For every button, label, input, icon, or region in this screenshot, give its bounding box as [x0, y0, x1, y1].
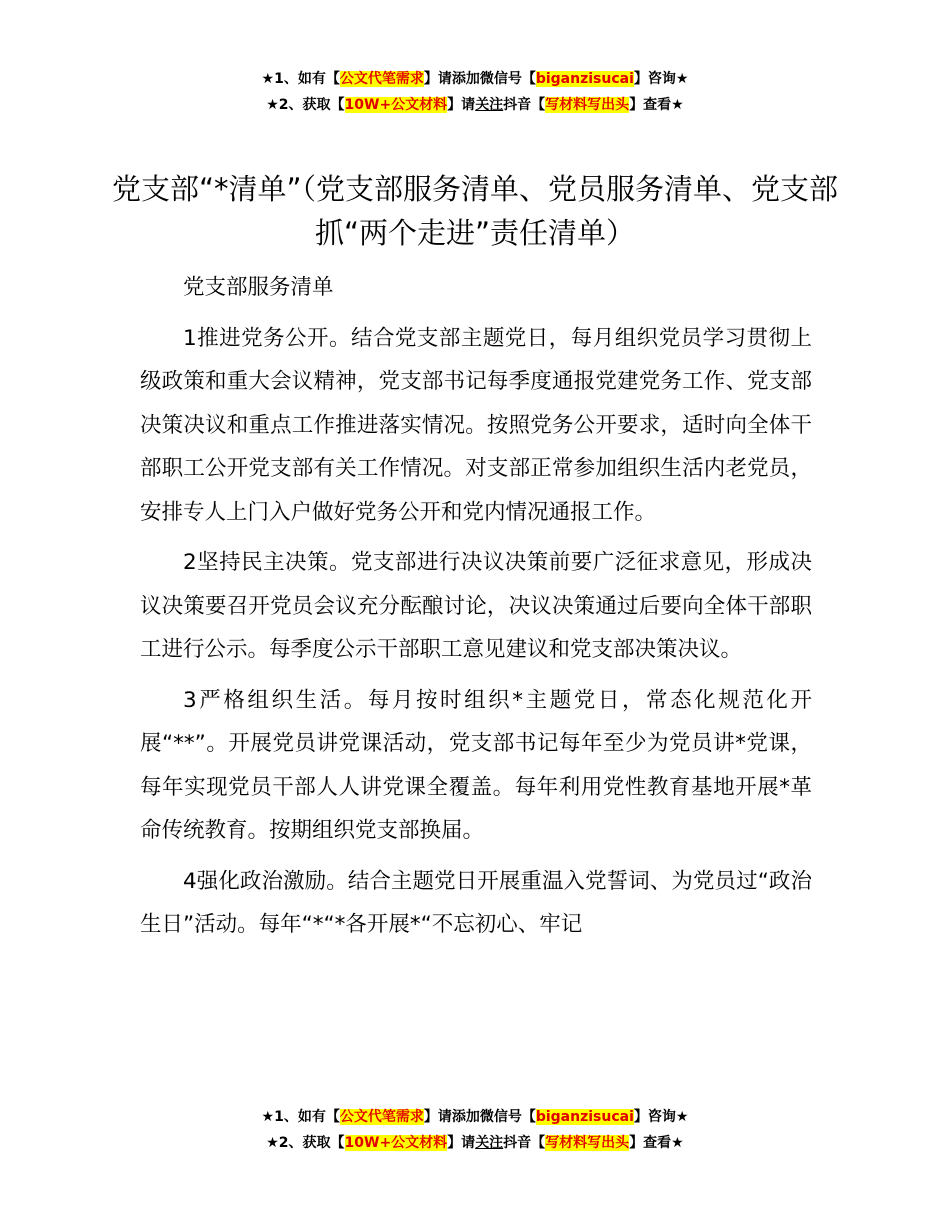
footer-banner [0, 1104, 950, 1156]
banner-line-1: ★1、如有【公文代笔需求】请添加微信号【biganzisucai】咨询★ [261, 1109, 689, 1125]
banner-line-2: ★2、获取【10W+公文材料】请关注抖音【写材料写出头】查看★ [266, 1135, 684, 1151]
section-heading: 党支部服务清单 [183, 275, 334, 300]
paragraph-4: 4强化政治激励。结合主题党日开展重温入党誓词、为党员过“政治生日”活动。每年“*“*各开展*“不忘初心、牢记 [140, 868, 812, 937]
header-banner [0, 66, 950, 118]
underlined-follow: 关注 [475, 1135, 504, 1151]
highlight-douyin-account: 写材料写出头 [545, 97, 630, 113]
paragraph-1: 1推进党务公开。结合党支部主题党日，每月组织党员学习贯彻上级政策和重大会议精神，党支部书记每季度通报党建党务工作、党支部决策决议和重点工作推进落实情况。按照党务公开要求，适时向全体干部职工公开党支部有关工作情况。对支部正常参加组织生活内老党员，安排专人上门入户做好党务公开和党内情况通报工作。 [140, 325, 812, 525]
paragraph-2: 2坚持民主决策。党支部进行决议决策前要广泛征求意见，形成决议决策要召开党员会议充分酝酿讨论，决议决策通过后要向全体干部职工进行公示。每季度公示干部职工意见建议和党支部决策决议。 [140, 550, 812, 662]
banner-line-2: ★2、获取【10W+公文材料】请关注抖音【写材料写出头】查看★ [266, 97, 684, 113]
banner-line-1: ★1、如有【公文代笔需求】请添加微信号【biganzisucai】咨询★ [261, 71, 689, 87]
highlight-ghostwriting: 公文代笔需求 [339, 71, 424, 87]
highlight-wechat-id: biganzisucai [535, 71, 634, 87]
underlined-follow: 关注 [475, 97, 504, 113]
highlight-materials: 10W+公文材料 [344, 97, 448, 113]
paragraph-3: 3严格组织生活。每月按时组织*主题党日，常态化规范化开展“**”。开展党员讲党课活动，党支部书记每年至少为党员讲*党课，每年实现党员干部人人讲党课全覆盖。每年利用党性教育基地开展*革命传统教育。按期组织党支部换届。 [140, 687, 812, 843]
highlight-wechat-id: biganzisucai [535, 1109, 634, 1125]
document-body [140, 266, 812, 954]
highlight-douyin-account: 写材料写出头 [545, 1135, 630, 1151]
highlight-materials: 10W+公文材料 [344, 1135, 448, 1151]
document-title: 党支部“*清单”（党支部服务清单、党员服务清单、党支部抓“两个走进”责任清单） [111, 172, 839, 250]
highlight-ghostwriting: 公文代笔需求 [339, 1109, 424, 1125]
